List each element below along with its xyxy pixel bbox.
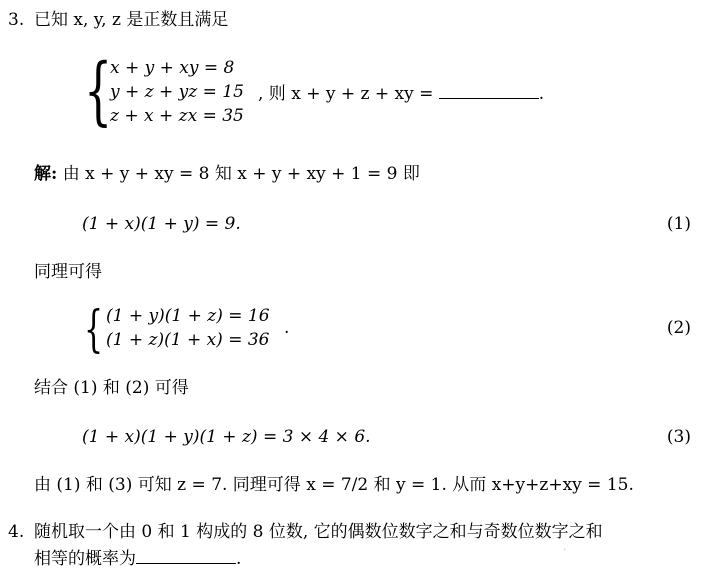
problem3-system-eq2: y + z + yz = 15 [110, 82, 244, 102]
solution-combine: 结合 (1) 和 (2) 可得 [34, 378, 189, 398]
problem3-number: 3. [8, 10, 25, 30]
solution-eq2-line1: (1 + y)(1 + z) = 16 [106, 306, 270, 326]
problem3-question [258, 84, 544, 103]
solution-eq3: (1 + x)(1 + y)(1 + z) = 3 × 4 × 6. [82, 427, 371, 447]
problem4-answer-blank [136, 549, 236, 564]
solution-line1-text: 由 x + y + xy = 8 知 x + y + xy + 1 = 9 即 [62, 164, 420, 184]
solution-eq2-number: (2) [666, 318, 691, 338]
problem4-line2 [34, 549, 241, 568]
problem4-line1: 随机取一个由 0 和 1 构成的 8 位数, 它的偶数位数字之和与奇数位数字之和 [34, 522, 603, 542]
solution-line1 [34, 166, 420, 183]
solution-conclusion: 由 (1) 和 (3) 可知 z = 7. 同理可得 x = 7/2 和 y = 1. 从而 x+y+z+xy = 15. [34, 475, 634, 495]
problem3-question-end: . [538, 84, 545, 104]
problem3-system-eq1: x + y + xy = 8 [110, 58, 235, 78]
answer-blank [439, 84, 539, 99]
problem3-system-brace: { [84, 48, 113, 134]
solution-eq1-number: (1) [666, 214, 691, 234]
problem3-question-text: , 则 x + y + z + xy = [258, 84, 434, 104]
solution-label: 解: [34, 164, 58, 184]
problem4-line2-end: . [236, 549, 242, 569]
problem4-line2-text: 相等的概率为 [34, 549, 136, 569]
solution-eq3-number: (3) [666, 427, 691, 447]
problem3-system-eq3: z + x + zx = 35 [110, 106, 244, 126]
scan-artifact-dot: · [563, 545, 567, 556]
solution-eq2-line2: (1 + z)(1 + x) = 36 [106, 330, 270, 350]
problem3-intro: 已知 x, y, z 是正数且满足 [34, 10, 229, 30]
problem4-number: 4. [8, 522, 25, 542]
solution-similarly: 同理可得 [34, 262, 102, 282]
solution-eq2-dot: . [284, 318, 290, 338]
solution-eq2-brace: { [84, 300, 104, 358]
solution-eq1: (1 + x)(1 + y) = 9. [82, 214, 241, 234]
